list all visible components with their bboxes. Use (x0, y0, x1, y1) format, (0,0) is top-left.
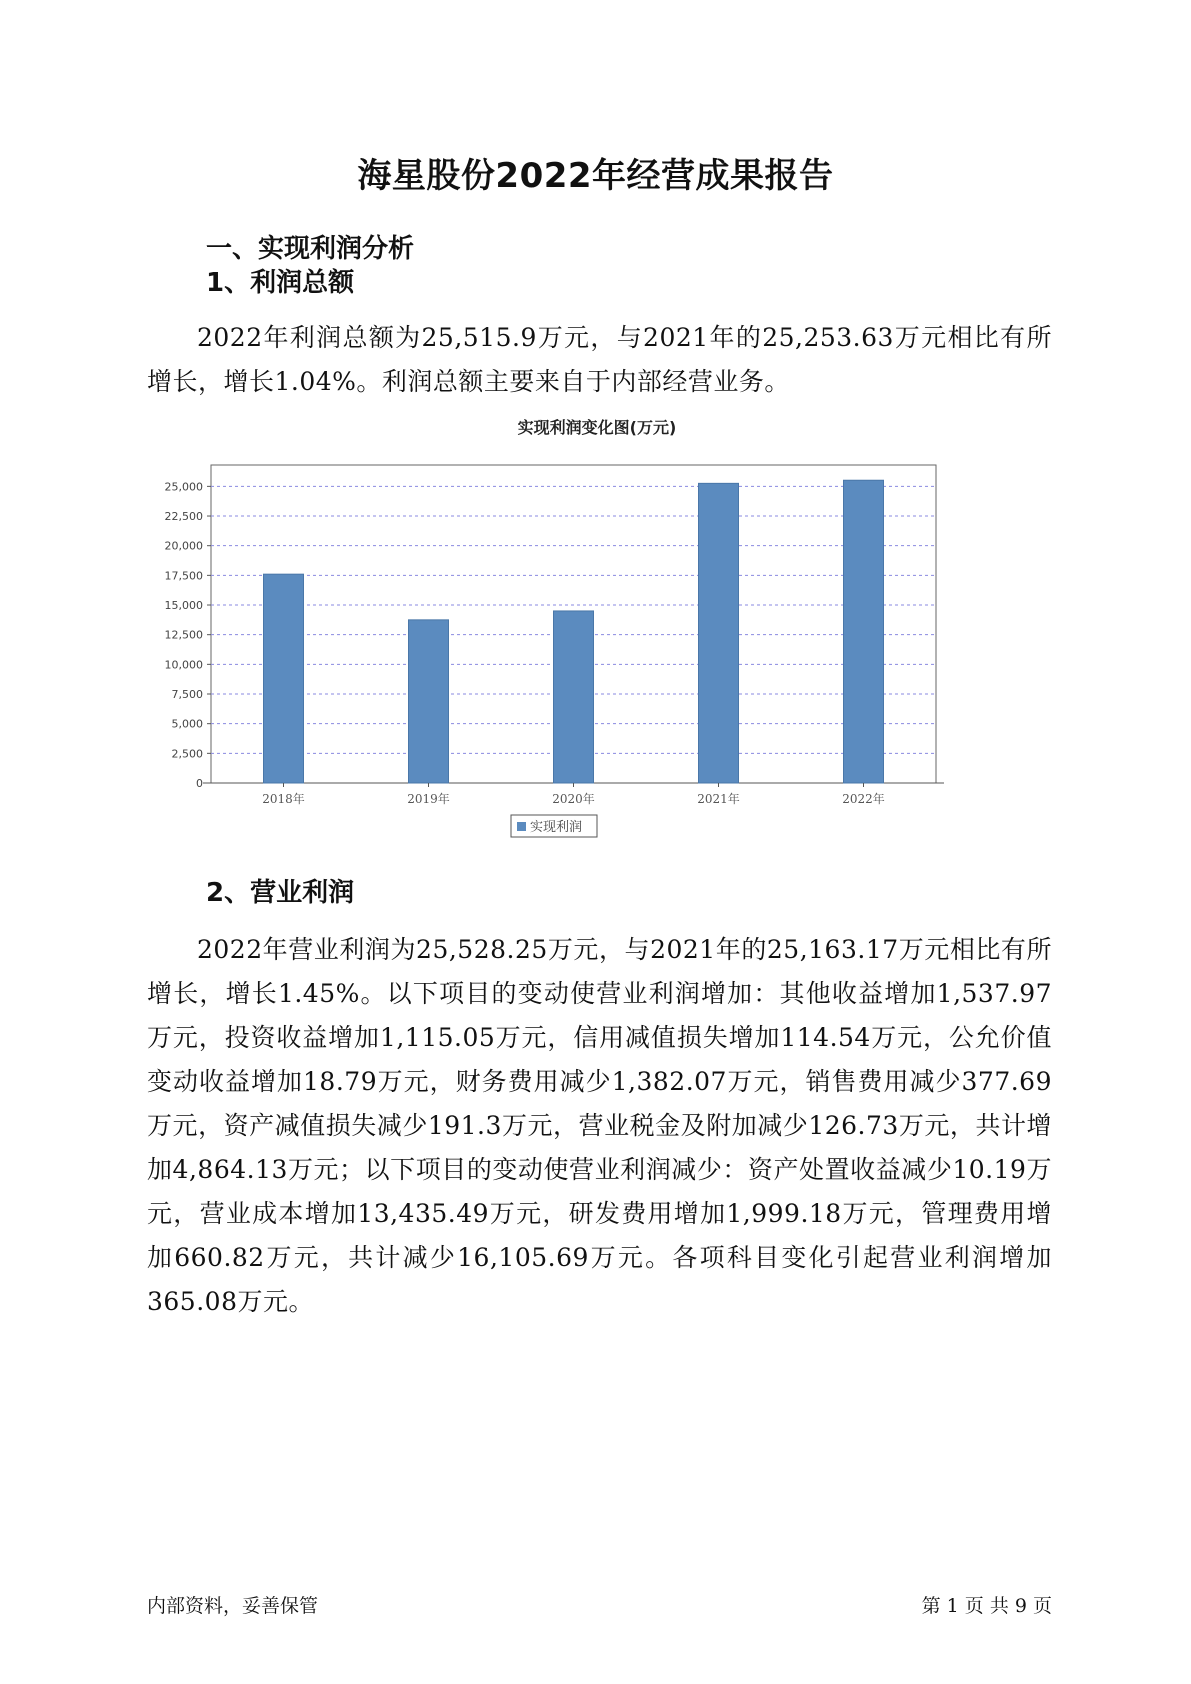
subheading-operating-profit: 2、营业利润 (206, 878, 355, 908)
footer-confidential-note: 内部资料，妥善保管 (147, 1595, 319, 1617)
y-tick-label: 25,000 (164, 480, 203, 494)
subheading-total-profit: 1、利润总额 (206, 268, 355, 298)
x-tick-label: 2021年 (697, 792, 740, 806)
y-tick-label: 2,500 (171, 747, 203, 761)
y-tick-label: 17,500 (164, 569, 203, 583)
bar (844, 480, 884, 783)
x-tick-label: 2020年 (552, 792, 595, 806)
y-tick-label: 20,000 (164, 539, 203, 553)
paragraph-total-profit: 2022年利润总额为25,515.9万元，与2021年的25,253.63万元相比有所增长，增长1.04%。利润总额主要来自于内部经营业务。 (147, 323, 1052, 396)
chart-svg (147, 418, 1047, 915)
legend-swatch (517, 822, 526, 831)
legend-label: 实现利润 (530, 820, 583, 835)
x-tick-label: 2022年 (842, 792, 885, 806)
y-tick-label: 0 (196, 777, 203, 790)
x-tick-label: 2019年 (407, 792, 450, 806)
bar (409, 620, 449, 783)
x-tick-label: 2018年 (262, 792, 305, 806)
y-tick-label: 15,000 (164, 599, 203, 613)
y-tick-label: 12,500 (164, 628, 203, 642)
y-tick-label: 10,000 (164, 658, 203, 672)
y-tick-label: 7,500 (171, 688, 203, 702)
bar (264, 574, 304, 783)
y-tick-label: 22,500 (164, 510, 203, 524)
bar (554, 611, 594, 783)
y-tick-label: 5,000 (171, 717, 203, 731)
profit-bar-chart (147, 418, 1047, 915)
chart-title: 实现利润变化图(万元) (517, 418, 677, 437)
footer-page-number: 第 1 页 共 9 页 (921, 1595, 1052, 1617)
section-heading-profit-analysis: 一、实现利润分析 (206, 234, 415, 264)
paragraph-operating-profit: 2022年营业利润为25,528.25万元，与2021年的25,163.17万元相比有所增长，增长1.45%。以下项目的变动使营业利润增加：其他收益增加1,537.97万元，投资收益增加1,115.05万元，信用减值损失增加114.54万元，公允价值变动收益增加18.79万元，财务费用减少1,382.07万元，销售费用减少377.69万元，资产减值损失减少191.3万元，营业税金及附加减少126.73万元，共计增加4,864.13万元；以下项目的变动使营业利润减少：资产处置收益减少10.19万元，营业成本增加13,435.49万元，研发费用增加1,999.18万元，管理费用增加660.82万元，共计减少16,105.69万元。各项科目变化引起营业利润增加365.08万元。 (147, 935, 1052, 1316)
bar (699, 483, 739, 783)
page-title: 海星股份2022年经营成果报告 (357, 156, 834, 196)
